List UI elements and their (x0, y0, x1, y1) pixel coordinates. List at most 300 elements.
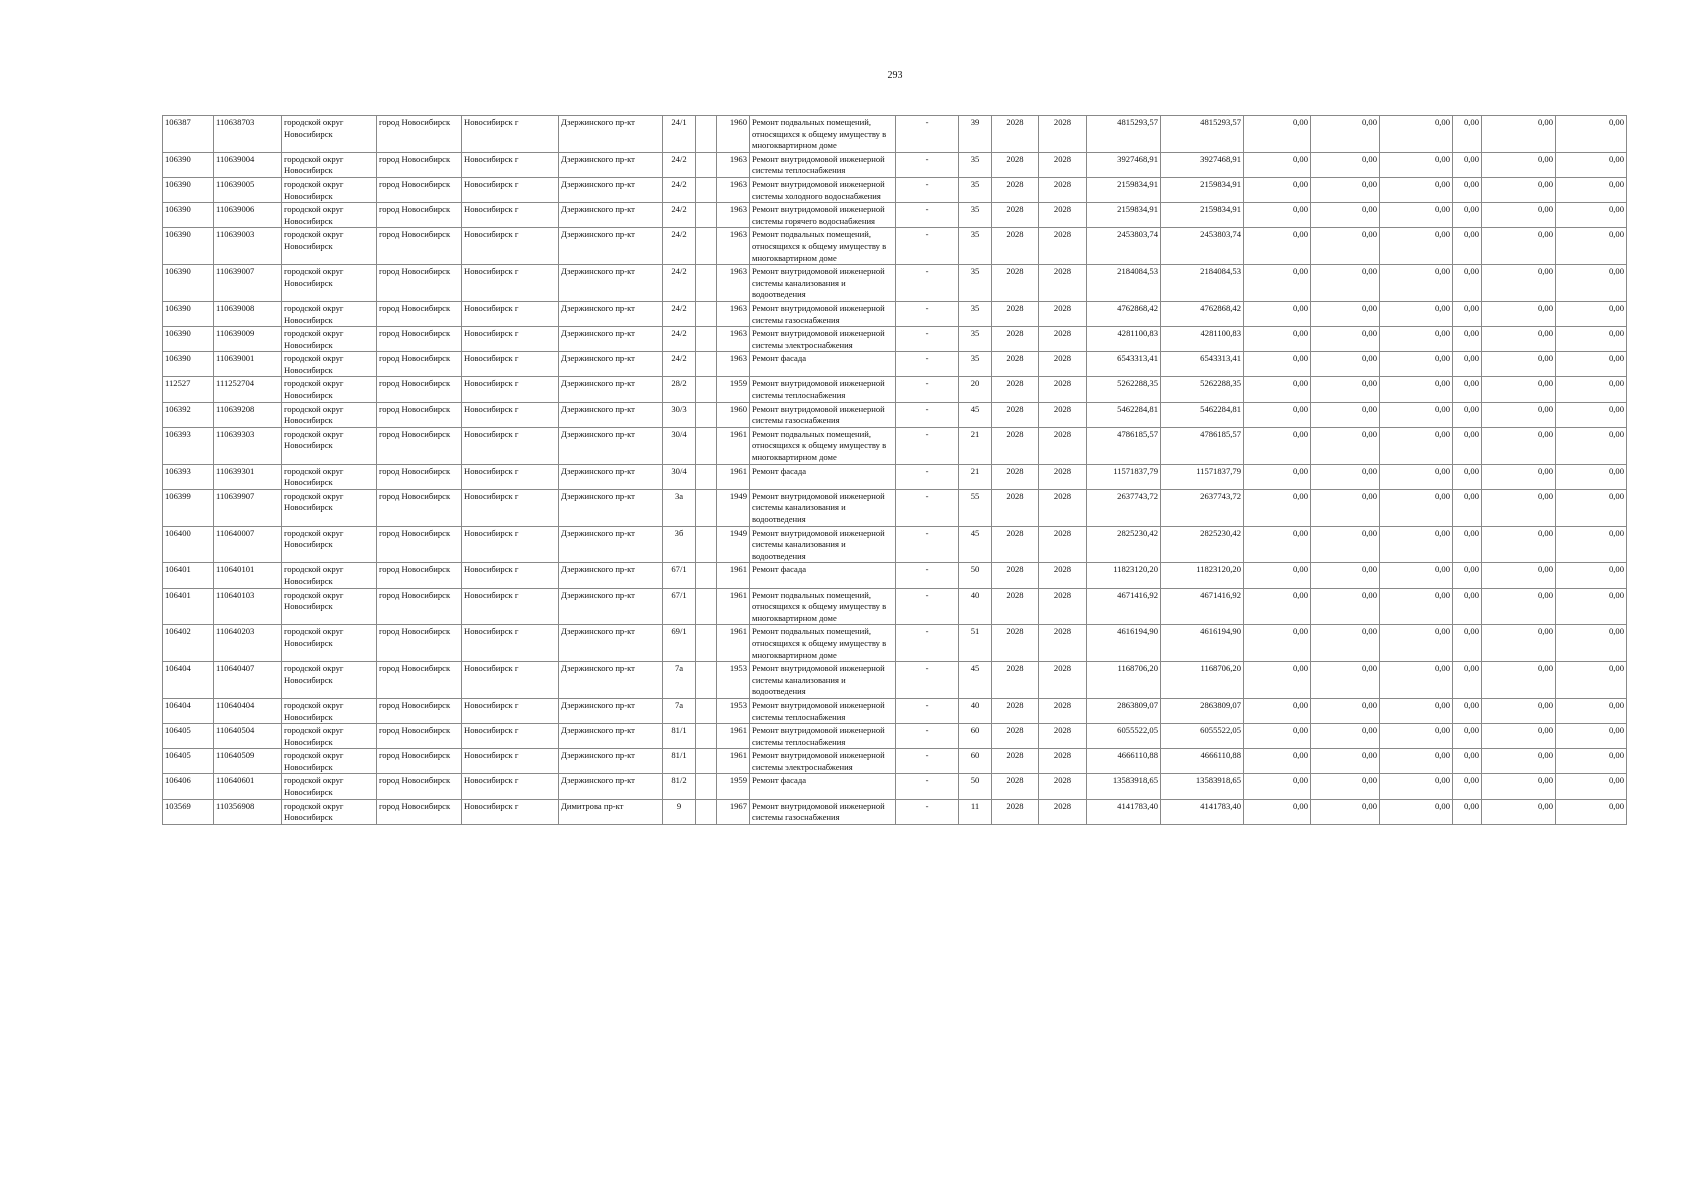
cell-amount: 0,00 (1380, 177, 1453, 202)
cell-count: 21 (959, 427, 992, 464)
cell-cost-total: 2159834,91 (1161, 177, 1244, 202)
cell-house: 9 (663, 799, 696, 824)
cell-amount: 0,00 (1482, 698, 1556, 723)
cell-amount: 0,00 (1556, 464, 1627, 489)
cell-extra (696, 662, 717, 699)
cell-district: городской округ Новосибирск (282, 116, 377, 153)
cell-settlement: город Новосибирск (377, 662, 462, 699)
cell-district: городской округ Новосибирск (282, 774, 377, 799)
cell-id: 106390 (163, 177, 214, 202)
cell-settlement: город Новосибирск (377, 116, 462, 153)
cell-id: 106393 (163, 464, 214, 489)
cell-cost-total: 5262288,35 (1161, 377, 1244, 402)
cell-settlement: город Новосибирск (377, 301, 462, 326)
cell-code: 110639007 (214, 265, 282, 302)
cell-amount: 0,00 (1244, 203, 1311, 228)
cell-district: городской округ Новосибирск (282, 724, 377, 749)
cell-cost: 4786185,57 (1087, 427, 1161, 464)
cell-amount: 0,00 (1482, 116, 1556, 153)
cell-cost: 2453803,74 (1087, 228, 1161, 265)
cell-amount: 0,00 (1453, 526, 1482, 563)
cell-house: 24/2 (663, 301, 696, 326)
cell-amount: 0,00 (1453, 265, 1482, 302)
cell-district: городской округ Новосибирск (282, 228, 377, 265)
cell-cost: 2863809,07 (1087, 698, 1161, 723)
cell-work-type: Ремонт внутридомовой инженерной системы электроснабжения (750, 327, 896, 352)
cell-year: 1963 (717, 301, 750, 326)
cell-year: 1963 (717, 177, 750, 202)
cell-cost-total: 2637743,72 (1161, 489, 1244, 526)
cell-district: городской округ Новосибирск (282, 352, 377, 377)
cell-code: 110639907 (214, 489, 282, 526)
cell-start-year: 2028 (992, 526, 1039, 563)
cell-count: 35 (959, 301, 992, 326)
cell-dash: - (896, 203, 959, 228)
cell-cost: 6055522,05 (1087, 724, 1161, 749)
cell-street: Дзержинского пр-кт (559, 427, 663, 464)
cell-amount: 0,00 (1311, 327, 1380, 352)
cell-settlement: город Новосибирск (377, 799, 462, 824)
cell-id: 106393 (163, 427, 214, 464)
cell-start-year: 2028 (992, 774, 1039, 799)
cell-settlement: город Новосибирск (377, 265, 462, 302)
cell-city: Новосибирск г (462, 588, 559, 625)
cell-start-year: 2028 (992, 625, 1039, 662)
cell-extra (696, 152, 717, 177)
cell-year: 1961 (717, 724, 750, 749)
cell-amount: 0,00 (1311, 152, 1380, 177)
cell-amount: 0,00 (1380, 152, 1453, 177)
cell-cost: 2159834,91 (1087, 177, 1161, 202)
cell-year: 1953 (717, 698, 750, 723)
cell-cost-total: 4815293,57 (1161, 116, 1244, 153)
cell-year: 1961 (717, 749, 750, 774)
cell-city: Новосибирск г (462, 203, 559, 228)
cell-amount: 0,00 (1380, 749, 1453, 774)
cell-work-type: Ремонт фасада (750, 464, 896, 489)
cell-code: 110639303 (214, 427, 282, 464)
cell-amount: 0,00 (1556, 427, 1627, 464)
cell-amount: 0,00 (1380, 301, 1453, 326)
cell-dash: - (896, 402, 959, 427)
cell-amount: 0,00 (1311, 464, 1380, 489)
cell-start-year: 2028 (992, 464, 1039, 489)
cell-city: Новосибирск г (462, 563, 559, 588)
cell-end-year: 2028 (1039, 724, 1087, 749)
cell-count: 50 (959, 563, 992, 588)
cell-amount: 0,00 (1482, 402, 1556, 427)
cell-amount: 0,00 (1556, 203, 1627, 228)
cell-house: 24/2 (663, 152, 696, 177)
cell-cost-total: 5462284,81 (1161, 402, 1244, 427)
table-row (163, 228, 1627, 265)
cell-count: 35 (959, 352, 992, 377)
cell-house: 30/4 (663, 427, 696, 464)
cell-cost-total: 3927468,91 (1161, 152, 1244, 177)
cell-start-year: 2028 (992, 749, 1039, 774)
table-row (163, 588, 1627, 625)
cell-count: 35 (959, 152, 992, 177)
cell-house: 69/1 (663, 625, 696, 662)
cell-street: Дзержинского пр-кт (559, 774, 663, 799)
cell-code: 111252704 (214, 377, 282, 402)
table-row (163, 352, 1627, 377)
cell-count: 35 (959, 265, 992, 302)
table-row (163, 526, 1627, 563)
cell-city: Новосибирск г (462, 489, 559, 526)
cell-cost-total: 11571837,79 (1161, 464, 1244, 489)
cell-house: 7а (663, 662, 696, 699)
cell-end-year: 2028 (1039, 774, 1087, 799)
cell-city: Новосибирск г (462, 228, 559, 265)
cell-end-year: 2028 (1039, 799, 1087, 824)
cell-count: 35 (959, 203, 992, 228)
cell-amount: 0,00 (1482, 563, 1556, 588)
cell-amount: 0,00 (1244, 698, 1311, 723)
cell-work-type: Ремонт внутридомовой инженерной системы теплоснабжения (750, 152, 896, 177)
cell-id: 106402 (163, 625, 214, 662)
cell-code: 110639003 (214, 228, 282, 265)
cell-amount: 0,00 (1453, 464, 1482, 489)
cell-city: Новосибирск г (462, 352, 559, 377)
cell-end-year: 2028 (1039, 588, 1087, 625)
cell-dash: - (896, 489, 959, 526)
cell-end-year: 2028 (1039, 563, 1087, 588)
cell-code: 110639006 (214, 203, 282, 228)
cell-id: 106404 (163, 662, 214, 699)
cell-extra (696, 427, 717, 464)
cell-amount: 0,00 (1380, 464, 1453, 489)
cell-year: 1963 (717, 203, 750, 228)
cell-settlement: город Новосибирск (377, 177, 462, 202)
cell-street: Дзержинского пр-кт (559, 698, 663, 723)
cell-work-type: Ремонт внутридомовой инженерной системы канализования и водоотведения (750, 265, 896, 302)
cell-district: городской округ Новосибирск (282, 625, 377, 662)
cell-house: 24/2 (663, 352, 696, 377)
cell-amount: 0,00 (1453, 116, 1482, 153)
cell-code: 110639009 (214, 327, 282, 352)
cell-house: 67/1 (663, 588, 696, 625)
cell-amount: 0,00 (1380, 352, 1453, 377)
cell-amount: 0,00 (1556, 489, 1627, 526)
cell-code: 110640007 (214, 526, 282, 563)
cell-count: 55 (959, 489, 992, 526)
cell-amount: 0,00 (1244, 228, 1311, 265)
cell-cost-total: 6055522,05 (1161, 724, 1244, 749)
cell-id: 106405 (163, 749, 214, 774)
cell-amount: 0,00 (1453, 402, 1482, 427)
cell-amount: 0,00 (1311, 301, 1380, 326)
cell-street: Дзержинского пр-кт (559, 228, 663, 265)
cell-dash: - (896, 749, 959, 774)
cell-dash: - (896, 327, 959, 352)
cell-street: Дзержинского пр-кт (559, 662, 663, 699)
cell-amount: 0,00 (1482, 377, 1556, 402)
cell-street: Дзержинского пр-кт (559, 625, 663, 662)
cell-amount: 0,00 (1311, 352, 1380, 377)
cell-district: городской округ Новосибирск (282, 327, 377, 352)
cell-district: городской округ Новосибирск (282, 588, 377, 625)
cell-amount: 0,00 (1453, 588, 1482, 625)
cell-work-type: Ремонт внутридомовой инженерной системы теплоснабжения (750, 698, 896, 723)
cell-settlement: город Новосибирск (377, 464, 462, 489)
cell-count: 51 (959, 625, 992, 662)
cell-amount: 0,00 (1380, 402, 1453, 427)
cell-work-type: Ремонт внутридомовой инженерной системы теплоснабжения (750, 724, 896, 749)
table-body (163, 116, 1627, 825)
cell-amount: 0,00 (1380, 327, 1453, 352)
cell-end-year: 2028 (1039, 749, 1087, 774)
cell-amount: 0,00 (1556, 749, 1627, 774)
cell-house: 67/1 (663, 563, 696, 588)
cell-house: 24/1 (663, 116, 696, 153)
cell-street: Дзержинского пр-кт (559, 377, 663, 402)
cell-cost: 13583918,65 (1087, 774, 1161, 799)
cell-work-type: Ремонт внутридомовой инженерной системы канализования и водоотведения (750, 489, 896, 526)
cell-start-year: 2028 (992, 427, 1039, 464)
cell-amount: 0,00 (1482, 625, 1556, 662)
cell-count: 40 (959, 698, 992, 723)
table-row (163, 464, 1627, 489)
cell-extra (696, 563, 717, 588)
cell-street: Дзержинского пр-кт (559, 489, 663, 526)
cell-cost-total: 2159834,91 (1161, 203, 1244, 228)
cell-amount: 0,00 (1453, 377, 1482, 402)
cell-id: 106390 (163, 265, 214, 302)
cell-cost: 5462284,81 (1087, 402, 1161, 427)
cell-cost: 4141783,40 (1087, 799, 1161, 824)
cell-street: Дзержинского пр-кт (559, 724, 663, 749)
cell-end-year: 2028 (1039, 489, 1087, 526)
cell-count: 21 (959, 464, 992, 489)
cell-count: 45 (959, 526, 992, 563)
cell-year: 1959 (717, 774, 750, 799)
table-row (163, 152, 1627, 177)
cell-amount: 0,00 (1380, 116, 1453, 153)
cell-amount: 0,00 (1482, 228, 1556, 265)
cell-amount: 0,00 (1311, 588, 1380, 625)
cell-city: Новосибирск г (462, 625, 559, 662)
cell-amount: 0,00 (1482, 774, 1556, 799)
cell-amount: 0,00 (1453, 724, 1482, 749)
cell-house: 28/2 (663, 377, 696, 402)
cell-cost: 1168706,20 (1087, 662, 1161, 699)
cell-amount: 0,00 (1556, 526, 1627, 563)
cell-street: Дзержинского пр-кт (559, 152, 663, 177)
cell-amount: 0,00 (1482, 203, 1556, 228)
cell-end-year: 2028 (1039, 662, 1087, 699)
cell-code: 110638703 (214, 116, 282, 153)
cell-work-type: Ремонт внутридомовой инженерной системы электроснабжения (750, 749, 896, 774)
cell-code: 110640509 (214, 749, 282, 774)
cell-extra (696, 464, 717, 489)
cell-start-year: 2028 (992, 588, 1039, 625)
cell-amount: 0,00 (1380, 228, 1453, 265)
cell-district: городской округ Новосибирск (282, 489, 377, 526)
cell-settlement: город Новосибирск (377, 377, 462, 402)
table-row (163, 625, 1627, 662)
cell-city: Новосибирск г (462, 698, 559, 723)
cell-settlement: город Новосибирск (377, 402, 462, 427)
cell-amount: 0,00 (1482, 749, 1556, 774)
cell-city: Новосибирск г (462, 327, 559, 352)
cell-amount: 0,00 (1453, 327, 1482, 352)
cell-id: 106390 (163, 327, 214, 352)
cell-district: городской округ Новосибирск (282, 427, 377, 464)
cell-year: 1961 (717, 625, 750, 662)
cell-amount: 0,00 (1380, 489, 1453, 526)
cell-amount: 0,00 (1244, 526, 1311, 563)
cell-end-year: 2028 (1039, 265, 1087, 302)
table-row (163, 402, 1627, 427)
cell-end-year: 2028 (1039, 698, 1087, 723)
cell-extra (696, 774, 717, 799)
cell-end-year: 2028 (1039, 377, 1087, 402)
cell-cost: 4666110,88 (1087, 749, 1161, 774)
cell-extra (696, 116, 717, 153)
cell-amount: 0,00 (1453, 427, 1482, 464)
cell-start-year: 2028 (992, 116, 1039, 153)
cell-district: городской округ Новосибирск (282, 662, 377, 699)
cell-amount: 0,00 (1380, 625, 1453, 662)
cell-district: городской округ Новосибирск (282, 152, 377, 177)
cell-amount: 0,00 (1244, 152, 1311, 177)
cell-amount: 0,00 (1311, 724, 1380, 749)
cell-dash: - (896, 427, 959, 464)
cell-settlement: город Новосибирск (377, 427, 462, 464)
cell-id: 106390 (163, 301, 214, 326)
cell-cost-total: 4616194,90 (1161, 625, 1244, 662)
cell-extra (696, 265, 717, 302)
cell-dash: - (896, 526, 959, 563)
cell-cost: 2825230,42 (1087, 526, 1161, 563)
cell-amount: 0,00 (1311, 662, 1380, 699)
cell-code: 110640203 (214, 625, 282, 662)
cell-amount: 0,00 (1556, 352, 1627, 377)
cell-end-year: 2028 (1039, 625, 1087, 662)
cell-settlement: город Новосибирск (377, 625, 462, 662)
cell-street: Дзержинского пр-кт (559, 265, 663, 302)
cell-amount: 0,00 (1380, 799, 1453, 824)
cell-extra (696, 799, 717, 824)
cell-amount: 0,00 (1311, 116, 1380, 153)
cell-house: 24/2 (663, 265, 696, 302)
cell-count: 45 (959, 402, 992, 427)
cell-id: 106390 (163, 203, 214, 228)
table-row (163, 427, 1627, 464)
cell-city: Новосибирск г (462, 464, 559, 489)
cell-work-type: Ремонт внутридомовой инженерной системы газоснабжения (750, 799, 896, 824)
cell-settlement: город Новосибирск (377, 724, 462, 749)
cell-district: городской округ Новосибирск (282, 464, 377, 489)
cell-code: 110639301 (214, 464, 282, 489)
cell-code: 110639001 (214, 352, 282, 377)
cell-district: городской округ Новосибирск (282, 799, 377, 824)
cell-cost: 3927468,91 (1087, 152, 1161, 177)
cell-dash: - (896, 588, 959, 625)
cell-dash: - (896, 662, 959, 699)
cell-house: 30/3 (663, 402, 696, 427)
cell-id: 106390 (163, 152, 214, 177)
cell-settlement: город Новосибирск (377, 489, 462, 526)
cell-amount: 0,00 (1380, 563, 1453, 588)
table-row (163, 724, 1627, 749)
cell-amount: 0,00 (1556, 177, 1627, 202)
table-row (163, 116, 1627, 153)
cell-amount: 0,00 (1311, 799, 1380, 824)
table-row (163, 749, 1627, 774)
cell-id: 106401 (163, 563, 214, 588)
cell-end-year: 2028 (1039, 327, 1087, 352)
cell-code: 110356908 (214, 799, 282, 824)
cell-street: Дзержинского пр-кт (559, 203, 663, 228)
cell-start-year: 2028 (992, 489, 1039, 526)
cell-amount: 0,00 (1380, 526, 1453, 563)
cell-amount: 0,00 (1453, 152, 1482, 177)
cell-amount: 0,00 (1556, 625, 1627, 662)
cell-city: Новосибирск г (462, 427, 559, 464)
cell-year: 1953 (717, 662, 750, 699)
cell-count: 40 (959, 588, 992, 625)
cell-end-year: 2028 (1039, 427, 1087, 464)
cell-year: 1949 (717, 526, 750, 563)
cell-work-type: Ремонт подвальных помещений, относящихся к общему имуществу в многоквартирном доме (750, 588, 896, 625)
cell-amount: 0,00 (1311, 203, 1380, 228)
cell-district: городской округ Новосибирск (282, 698, 377, 723)
cell-district: городской округ Новосибирск (282, 749, 377, 774)
cell-district: городской округ Новосибирск (282, 563, 377, 588)
cell-amount: 0,00 (1244, 799, 1311, 824)
cell-code: 110639005 (214, 177, 282, 202)
cell-extra (696, 327, 717, 352)
cell-dash: - (896, 774, 959, 799)
cell-amount: 0,00 (1380, 377, 1453, 402)
cell-count: 60 (959, 749, 992, 774)
cell-amount: 0,00 (1556, 698, 1627, 723)
cell-house: 24/2 (663, 228, 696, 265)
cell-cost: 2184084,53 (1087, 265, 1161, 302)
cell-street: Дзержинского пр-кт (559, 526, 663, 563)
page-number: 293 (887, 70, 903, 81)
cell-amount: 0,00 (1380, 698, 1453, 723)
cell-cost: 11571837,79 (1087, 464, 1161, 489)
cell-code: 110640101 (214, 563, 282, 588)
cell-id: 106405 (163, 724, 214, 749)
cell-work-type: Ремонт подвальных помещений, относящихся к общему имуществу в многоквартирном доме (750, 228, 896, 265)
cell-amount: 0,00 (1556, 402, 1627, 427)
cell-code: 110640404 (214, 698, 282, 723)
cell-street: Дзержинского пр-кт (559, 177, 663, 202)
cell-amount: 0,00 (1482, 265, 1556, 302)
cell-house: 81/1 (663, 749, 696, 774)
cell-district: городской округ Новосибирск (282, 203, 377, 228)
cell-amount: 0,00 (1380, 724, 1453, 749)
cell-cost-total: 6543313,41 (1161, 352, 1244, 377)
cell-start-year: 2028 (992, 203, 1039, 228)
cell-city: Новосибирск г (462, 799, 559, 824)
table-row (163, 327, 1627, 352)
cell-amount: 0,00 (1244, 749, 1311, 774)
cell-city: Новосибирск г (462, 724, 559, 749)
cell-city: Новосибирск г (462, 116, 559, 153)
cell-house: 24/2 (663, 203, 696, 228)
cell-dash: - (896, 116, 959, 153)
cell-amount: 0,00 (1453, 799, 1482, 824)
cell-district: городской округ Новосибирск (282, 526, 377, 563)
cell-cost: 5262288,35 (1087, 377, 1161, 402)
cell-city: Новосибирск г (462, 377, 559, 402)
cell-id: 106390 (163, 228, 214, 265)
